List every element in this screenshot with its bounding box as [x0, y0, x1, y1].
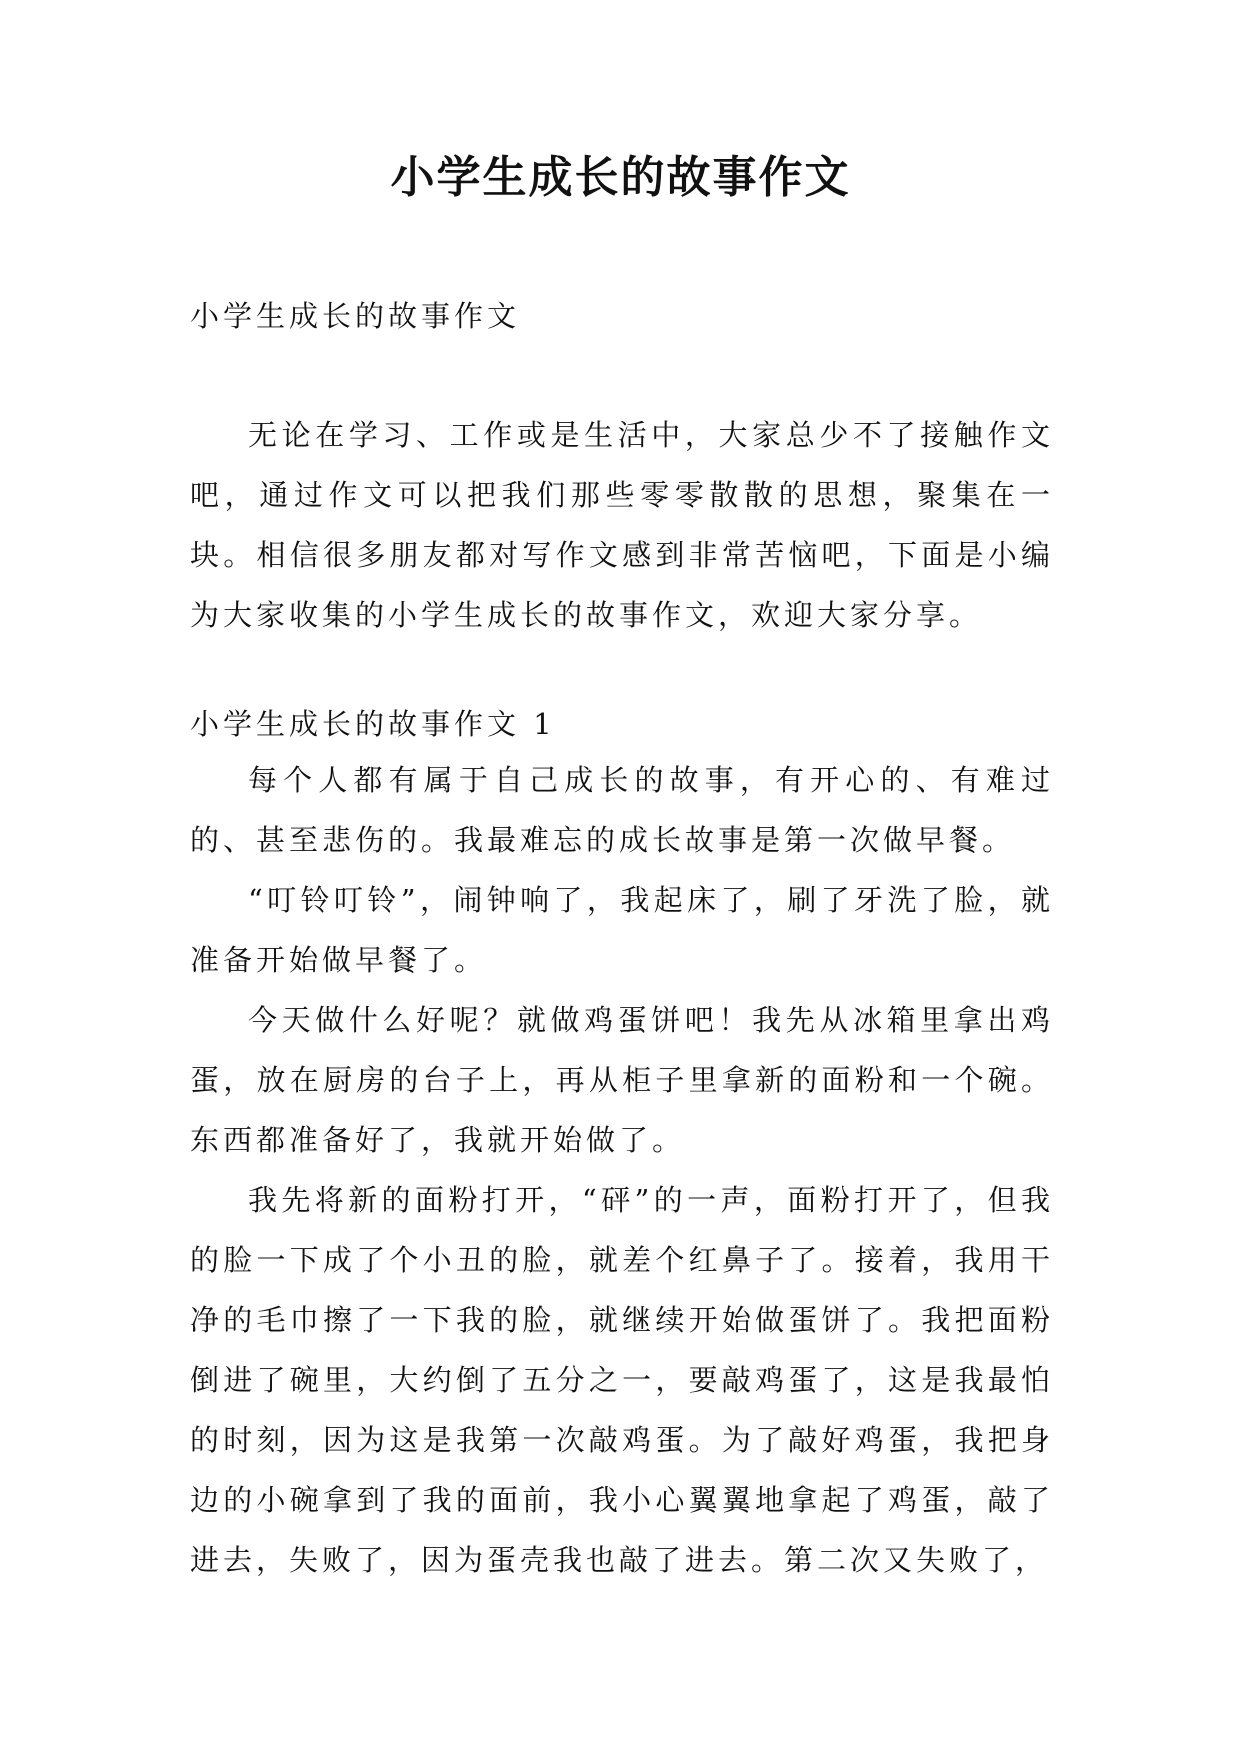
story-paragraph: 今天做什么好呢？就做鸡蛋饼吧！我先从冰箱里拿出鸡蛋，放在厨房的台子上，再从柜子里拿新的面粉和一个碗。东西都准备好了，我就开始做了。 — [190, 1003, 1054, 1157]
intro-paragraph: 无论在学习、工作或是生活中，大家总少不了接触作文吧，通过作文可以把我们那些零零散散的思想，聚集在一块。相信很多朋友都对写作文感到非常苦恼吧，下面是小编为大家收集的小学生成长的故事作文，欢迎大家分享。 — [190, 418, 1054, 632]
story-paragraph: “叮铃叮铃”，闹钟响了，我起床了，刷了牙洗了脸，就准备开始做早餐了。 — [190, 883, 1054, 977]
story-paragraph: 每个人都有属于自己成长的故事，有开心的、有难过的、甚至悲伤的。我最难忘的成长故事是第一次做早餐。 — [190, 763, 1054, 857]
section-heading: 小学生成长的故事作文 1 — [190, 707, 556, 741]
story-paragraph: 我先将新的面粉打开，“砰”的一声，面粉打开了，但我的脸一下成了个小丑的脸，就差个红鼻子了。接着，我用干净的毛巾擦了一下我的脸，就继续开始做蛋饼了。我把面粉倒进了碗里，大约倒了五分之一，要敲鸡蛋了，这是我最怕的时刻，因为这是我第一次敲鸡蛋。为了敲好鸡蛋，我把身边的小碗拿到了我的面前，我小心翼翼地拿起了鸡蛋，敲了进去，失败了，因为蛋壳我也敲了进去。第二次又失败了， — [190, 1183, 1054, 1577]
document-subtitle: 小学生成长的故事作文 — [190, 299, 521, 333]
document-title: 小学生成长的故事作文 — [390, 152, 851, 203]
story-body — [190, 750, 1054, 1590]
